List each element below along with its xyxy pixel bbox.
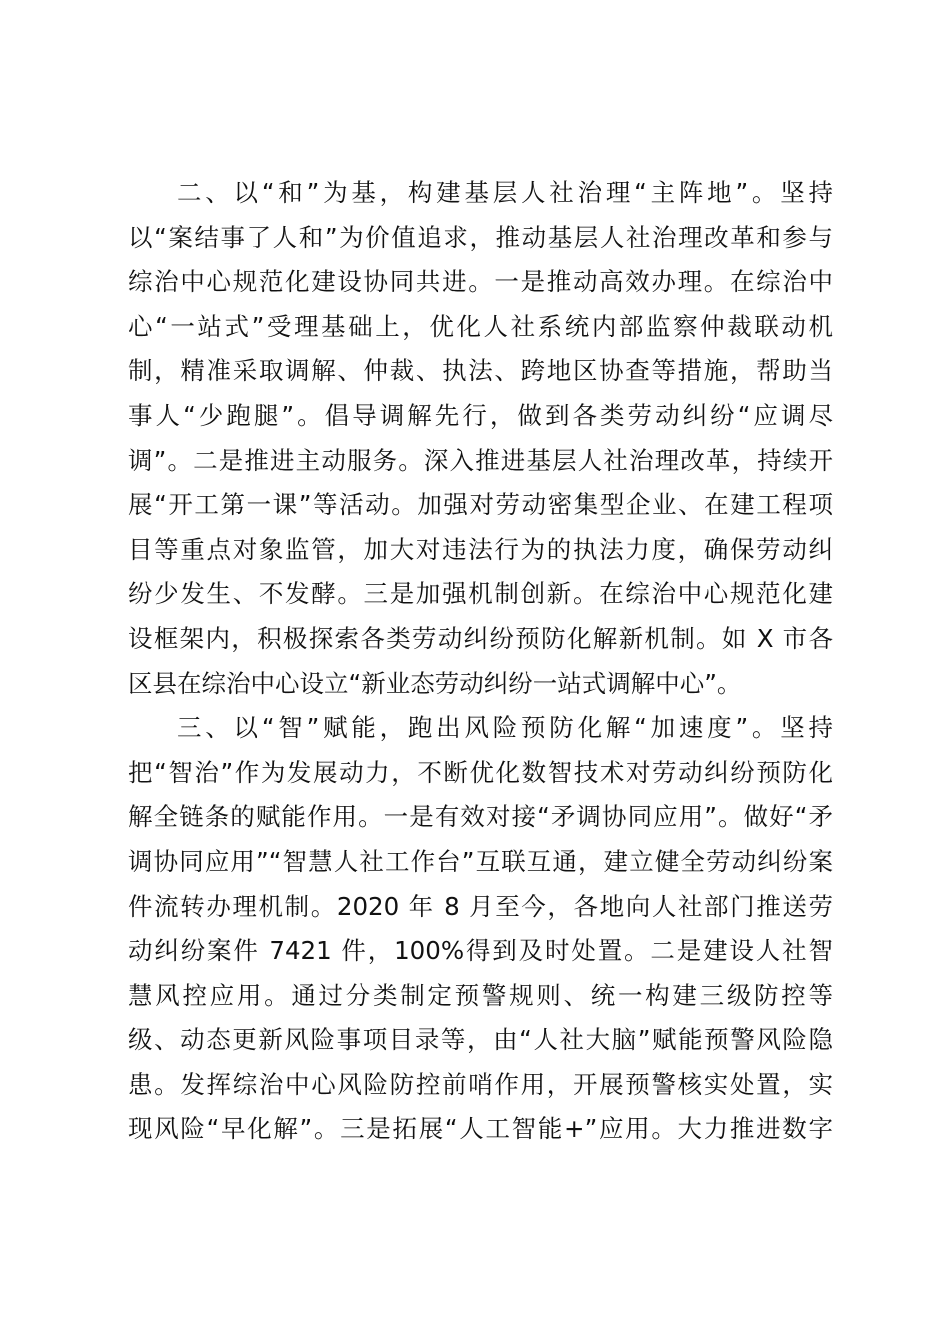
paragraph-2-line-5: 制，精准采取调解、仲裁、执法、跨地区协查等措施，帮助当	[128, 356, 833, 386]
paragraph-2-line-12: 区县在综治中心设立“新业态劳动纠纷一站式调解中心”。	[128, 668, 742, 698]
paragraph-2-line-1: 二、以“和”为基，构建基层人社治理“主阵地”。坚持	[177, 178, 833, 207]
body-text	[128, 171, 833, 1152]
paragraph-3-line-7: 慧风控应用。通过分类制定预警规则、统一构建三级防控等	[128, 980, 833, 1010]
paragraph-2-line-3: 综治中心规范化建设协同共进。一是推动高效办理。在综治中	[128, 267, 833, 297]
paragraph-3-line-3: 解全链条的赋能作用。一是有效对接“矛调协同应用”。做好“矛	[128, 802, 833, 832]
paragraph-3-line-4: 调协同应用”“智慧人社工作台”互联互通，建立健全劳动纠纷案	[128, 846, 833, 876]
paragraph-3-line-2: 把“智治”作为发展动力，不断优化数智技术对劳动纠纷预防化	[128, 757, 833, 787]
paragraph-2-line-6: 事人“少跑腿”。倡导调解先行，做到各类劳动纠纷“应调尽	[128, 400, 833, 430]
paragraph-2-line-7: 调”。二是推进主动服务。深入推进基层人社治理改革，持续开	[128, 445, 833, 475]
paragraph-3-line-1: 三、以“智”赋能，跑出风险预防化解“加速度”。坚持	[177, 713, 833, 743]
paragraph-3-line-10: 现风险“早化解”。三是拓展“人工智能+”应用。大力推进数字	[128, 1114, 833, 1144]
paragraph-3-line-6: 动纠纷案件 7421 件，100%得到及时处置。二是建设人社智	[128, 936, 833, 966]
paragraph-2-line-2: 以“案结事了人和”为价值追求，推动基层人社治理改革和参与	[128, 222, 833, 252]
paragraph-2-line-8: 展“开工第一课”等活动。加强对劳动密集型企业、在建工程项	[128, 490, 833, 520]
paragraph-3-line-5: 件流转办理机制。2020 年 8 月至今，各地向人社部门推送劳	[128, 891, 833, 921]
paragraph-2-line-4: 心“一站式”受理基础上，优化人社系统内部监察仲裁联动机	[128, 311, 833, 341]
paragraph-3-line-9: 患。发挥综治中心风险防控前哨作用，开展预警核实处置，实	[128, 1069, 833, 1099]
paragraph-3-line-8: 级、动态更新风险事项目录等，由“人社大脑”赋能预警风险隐	[128, 1025, 833, 1055]
paragraph-2-line-11: 设框架内，积极探索各类劳动纠纷预防化解新机制。如 X 市各	[128, 623, 833, 653]
paragraph-2-line-9: 目等重点对象监管，加大对违法行为的执法力度，确保劳动纠	[128, 534, 833, 564]
paragraph-2-line-10: 纷少发生、不发酵。三是加强机制创新。在综治中心规范化建	[128, 579, 833, 609]
